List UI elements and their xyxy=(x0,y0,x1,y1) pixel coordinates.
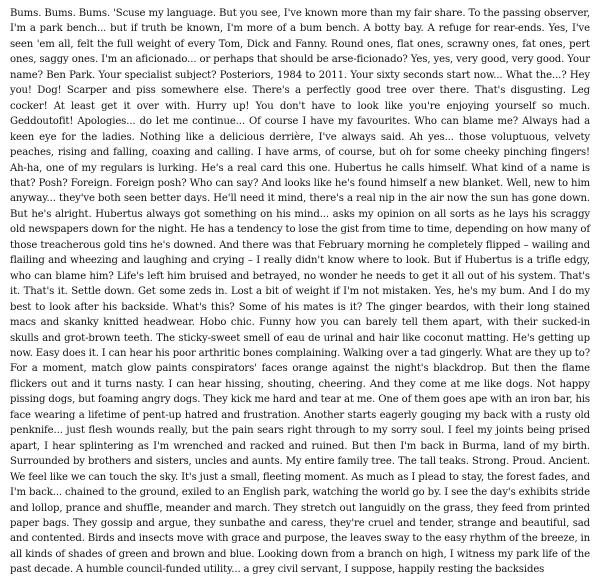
story-paragraph: Bums. Bums. Bums. 'Scuse my language. But you see, I've known more than my fair share. To the passing observer, I'm a park bench... but if truth be known, I'm more of a bum bench. A botty bay. A refuge for rear-ends. Yes, I've seen 'em all, felt the full weight of every Tom, Dick and Fanny. Round ones, flat ones, scrawny ones, fat ones, pert ones, saggy ones. I'm an aficionado... or perhaps that should be arse-ficionado? Yes, yes, very good, very good. Your name? Ben Park. Your specialist subject? Posteriors, 1984 to 2011. Your sixty seconds start now... What the...? Hey you! Dog! Scarper and piss somewhere else. There's a perfectly good tree over there. That's disgusting. Leg cocker! At least get it over with. Hurry up! You don't have to look like you're enjoying yourself so much. Geddoutofit! Apologies... do let me continue... Of course I have my favourites. Who can blame me? Always had a keen eye for the ladies. Nothing like a delicious derrière, I've always said. Ah yes... those voluptuous, velvety peaches, rising and falling, coaxing and calling. I have arms, of course, but oh for some cheeky pinching fingers! Ah-ha, one of my regulars is lurking. He's a real card this one. Hubertus he calls himself. What kind of a name is that? Posh? Foreign. Foreign posh? Who can say? And looks like he's found himself a new blanket. Well, new to him anyway... they've both seen better days. He'll need it mind, there's a real nip in the air now the sun has gone down. But he's alright. Hubertus always got something on his mind... asks my opinion on all sorts as he lays his scraggy old newspapers down for the night. He has a tendency to lose the gist from time to time, depending on how many of those treacherous gold tins he's downed. And there was that February morning he completely flipped – wailing and flailing and wheezing and laughing and crying – I really didn't know where to look. But if Hubertus is a trifle edgy, who can blame him? Life's left him bruised and betrayed, no wonder he needs to get it all out of his system. That's it. That's it. Settle down. Get some zeds in. Lost a bit of weight if I'm not mistaken. Yes, he's my bum. And I do my best to look after his backside. What's this? Some of his mates is it? The ginger beardos, with their long stained macs and skanky knitted headwear. Hobo chic. Funny how you can barely tell them apart, with their sucked-in skulls and grot-brown teeth. The sticky-sweet smell of eau de urinal and hair like coconut matting. He's getting up now. Easy does it. I can hear his poor arthritic bones complaining. Walking over a tad gingerly. What are they up to? For a moment, match glow paints conspirators' faces orange against the night's blackdrop. But then the flame flickers out and it turns nasty. I can hear hissing, shouting, cheering. And they come at me like dogs. Not happy pissing dogs, but foaming angry dogs. They kick me hard and tear at me. One of them goes ape with an iron bar, his face wearing a lifetime of pent-up hatred and frustration. Another starts eagerly gouging my back with a rusty old penknife... just flesh wounds really, but the pain sears right through to my sorry soul. I feel my joints being prised apart, I hear splintering as I'm wrenched and racked and ruined. But then I'm back in Burma, land of my birth. Surrounded by brothers and sisters, uncles and aunts. My entire family tree. The tall teaks. Strong. Proud. Ancient. We feel like we can touch the sky. It's just a small, fleeting moment. As much as I plead to stay, the forest fades, and I'm back... chained to the ground, exiled to an English park, watching the world go by. I see the day's exhibits stride and lollop, prance and shuffle, meander and march. They stretch out languidly on the grass, they feed from printed paper bags. They gossip and argue, they sunbathe and caress, they're cruel and tender, strange and beautiful, sad and contented. Birds and insects move with grace and purpose, the leaves sway to the easy rhythm of the breeze, in all kinds of shades of green and brown and blue. Looking down from a branch on high, I witness my park life of the past decade. A humble council-funded utility... a grey civil servant, I suppose, happily resting the backsides xyxy=(10,8,590,576)
story-text xyxy=(10,6,590,578)
